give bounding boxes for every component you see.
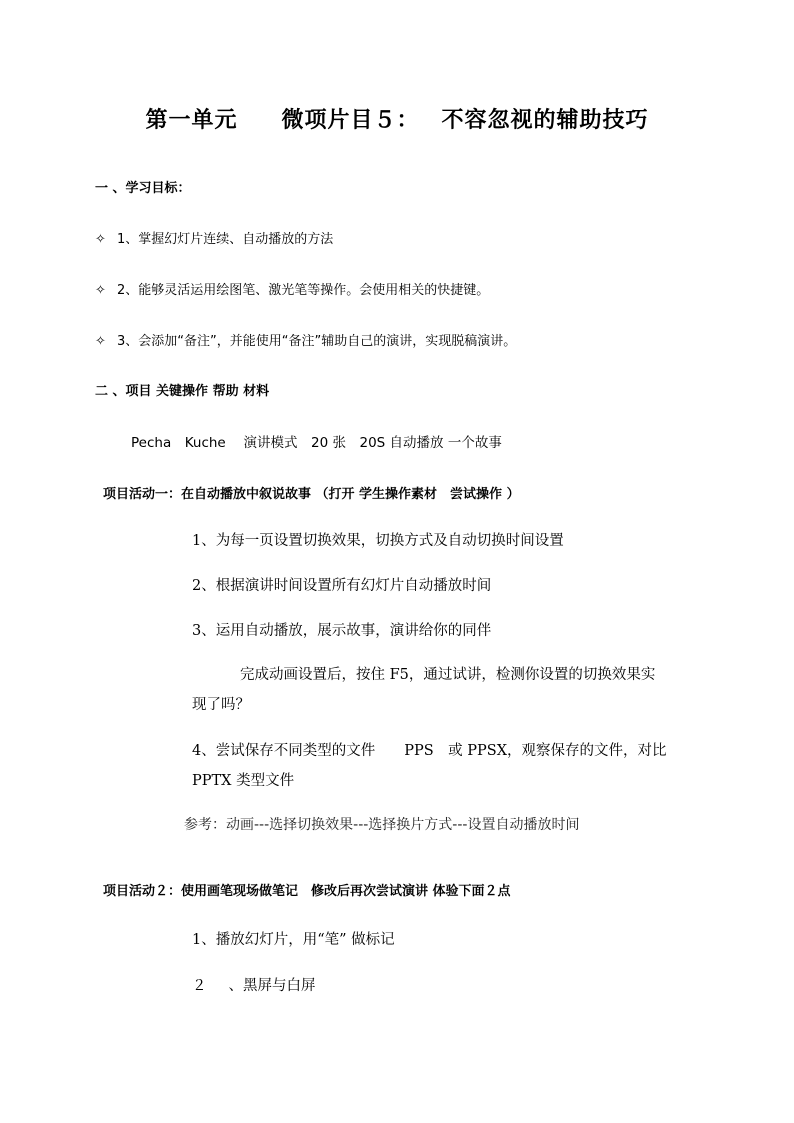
section2-heading: 二 、项目 关键操作 帮助 材料 (95, 384, 270, 399)
title-unit: 第一单元 (145, 108, 238, 133)
page-title (0, 103, 794, 134)
activity1-note-line-2: 现了吗？ (192, 697, 250, 713)
sparkle-bullet-icon: ✧ (95, 232, 106, 247)
objective-item-2 (95, 279, 489, 298)
sparkle-bullet-icon: ✧ (95, 334, 106, 349)
title-project: 微项片目５： (281, 108, 420, 133)
pecha-kuche-line: Pecha Kuche 演讲模式 20 张 20S 自动播放 一个故事 (131, 435, 502, 451)
objective-text-1: 1、掌握幻灯片连续、自动播放的方法 (117, 232, 334, 247)
activity1-step-4-line-1: 4、尝试保存不同类型的文件 PPS 或 PPSX，观察保存的文件，对比 (192, 743, 667, 759)
activity2-step-1: 1、播放幻灯片，用“笔” 做标记 (192, 932, 395, 948)
objective-item-3 (95, 330, 516, 349)
activity1-step-4-line-2: PPTX 类型文件 (192, 773, 295, 789)
objective-text-2: 2、能够灵活运用绘图笔、激光笔等操作。会使用相关的快捷键。 (117, 283, 490, 298)
activity2-heading: 项目活动２：使用画笔现场做笔记 修改后再次尝试演讲 体验下面２点 (103, 884, 511, 899)
title-topic: 不容忽视的辅助技巧 (441, 108, 649, 133)
sparkle-bullet-icon: ✧ (95, 283, 106, 298)
section1-heading: 一 、学习目标： (95, 181, 191, 196)
activity2-step-2-number: ２ (192, 978, 207, 994)
activity1-note-line-1: 完成动画设置后，按住 F5，通过试讲，检测你设置的切换效果实 (240, 667, 656, 683)
objective-text-3: 3、会添加“备注”，并能使用“备注”辅助自己的演讲，实现脱稿演讲。 (117, 334, 517, 349)
activity2-step-2-text: 、黑屏与白屏 (228, 978, 316, 994)
activity1-step-1: 1、为每一页设置切换效果，切换方式及自动切换时间设置 (192, 533, 564, 549)
activity1-reference: 参考：动画---选择切换效果---选择换片方式---设置自动播放时间 (184, 817, 580, 833)
activity1-heading: 项目活动一：在自动播放中叙说故事 （打开 学生操作素材 尝试操作 ） (103, 487, 520, 502)
activity1-step-3: 3、运用自动播放，展示故事，演讲给你的同伴 (192, 623, 492, 639)
objective-item-1 (95, 228, 333, 247)
activity1-step-2: 2、根据演讲时间设置所有幻灯片自动播放时间 (192, 578, 492, 594)
activity2-step-2 (192, 974, 316, 995)
